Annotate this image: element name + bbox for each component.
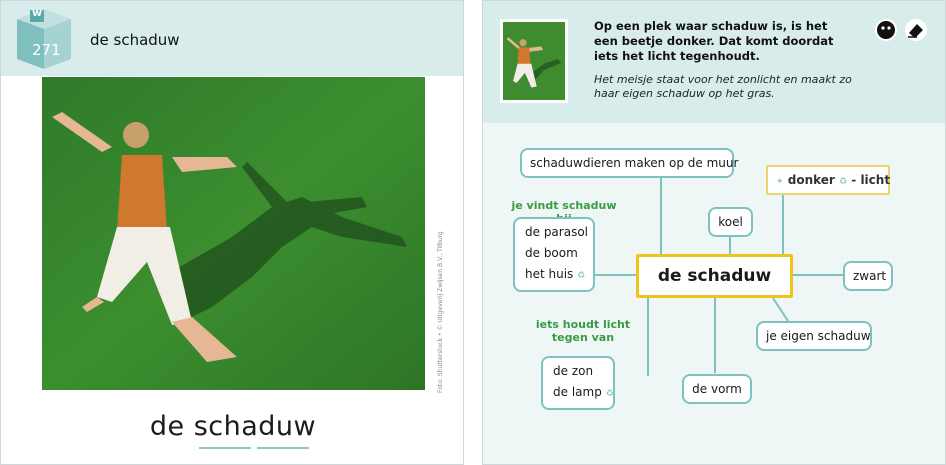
reuse-icon: ♻ — [839, 177, 848, 187]
definition-text: Op een plek waar schaduw is, is het een beetje donker. Dat komt doordat iets het licht tegenhoudt. — [594, 19, 834, 63]
blocks-label-line-2: tegen van — [551, 331, 615, 344]
word-underline-2 — [257, 447, 309, 449]
blocks-item: de lamp — [553, 385, 602, 399]
reuse-icon: ♻ — [605, 389, 614, 399]
found-item: het huis — [525, 267, 574, 281]
header-title: de schaduw — [90, 31, 180, 49]
photo-credit: Foto: Shutterstock • © Uitgeverij Zwijsen B.V., Tilburg — [437, 231, 444, 393]
found-item: de parasol — [525, 225, 588, 239]
word-card-back — [482, 0, 946, 465]
found-item: de boom — [525, 246, 578, 260]
node-blocks-list — [541, 356, 615, 410]
node-shape: de vorm — [682, 374, 752, 404]
cube-letter: w — [32, 6, 43, 19]
node-own-shadow: je eigen schaduw — [756, 321, 872, 351]
found-label: je vindt schaduw — [511, 199, 617, 212]
node-animals: schaduwdieren maken op de muur — [520, 148, 734, 178]
cube-logo-icon — [15, 7, 73, 71]
word-label: de schaduw — [149, 411, 317, 442]
node-black: zwart — [843, 261, 893, 291]
opposite-light: - licht — [851, 173, 891, 187]
word-card-front — [0, 0, 464, 465]
photo-caption: Het meisje staat voor het zonlicht en maakt zo haar eigen schaduw op het gras. — [594, 73, 852, 100]
node-opposites — [766, 165, 890, 195]
sparkle-icon: ✦ — [776, 177, 784, 187]
girl-shadow-photo — [42, 77, 425, 390]
card-number: 271 — [32, 41, 61, 59]
reuse-icon: ♻ — [577, 271, 586, 281]
word-underline-1 — [199, 447, 251, 449]
blocks-item: de zon — [553, 364, 594, 378]
card-header — [1, 1, 463, 76]
blocks-label-line-1: iets houdt licht — [535, 318, 631, 331]
node-cool: koel — [708, 207, 753, 237]
blocks-label — [528, 318, 638, 344]
node-found-list — [513, 217, 595, 292]
center-node: de schaduw — [636, 254, 793, 298]
opposite-dark: donker — [787, 173, 835, 187]
